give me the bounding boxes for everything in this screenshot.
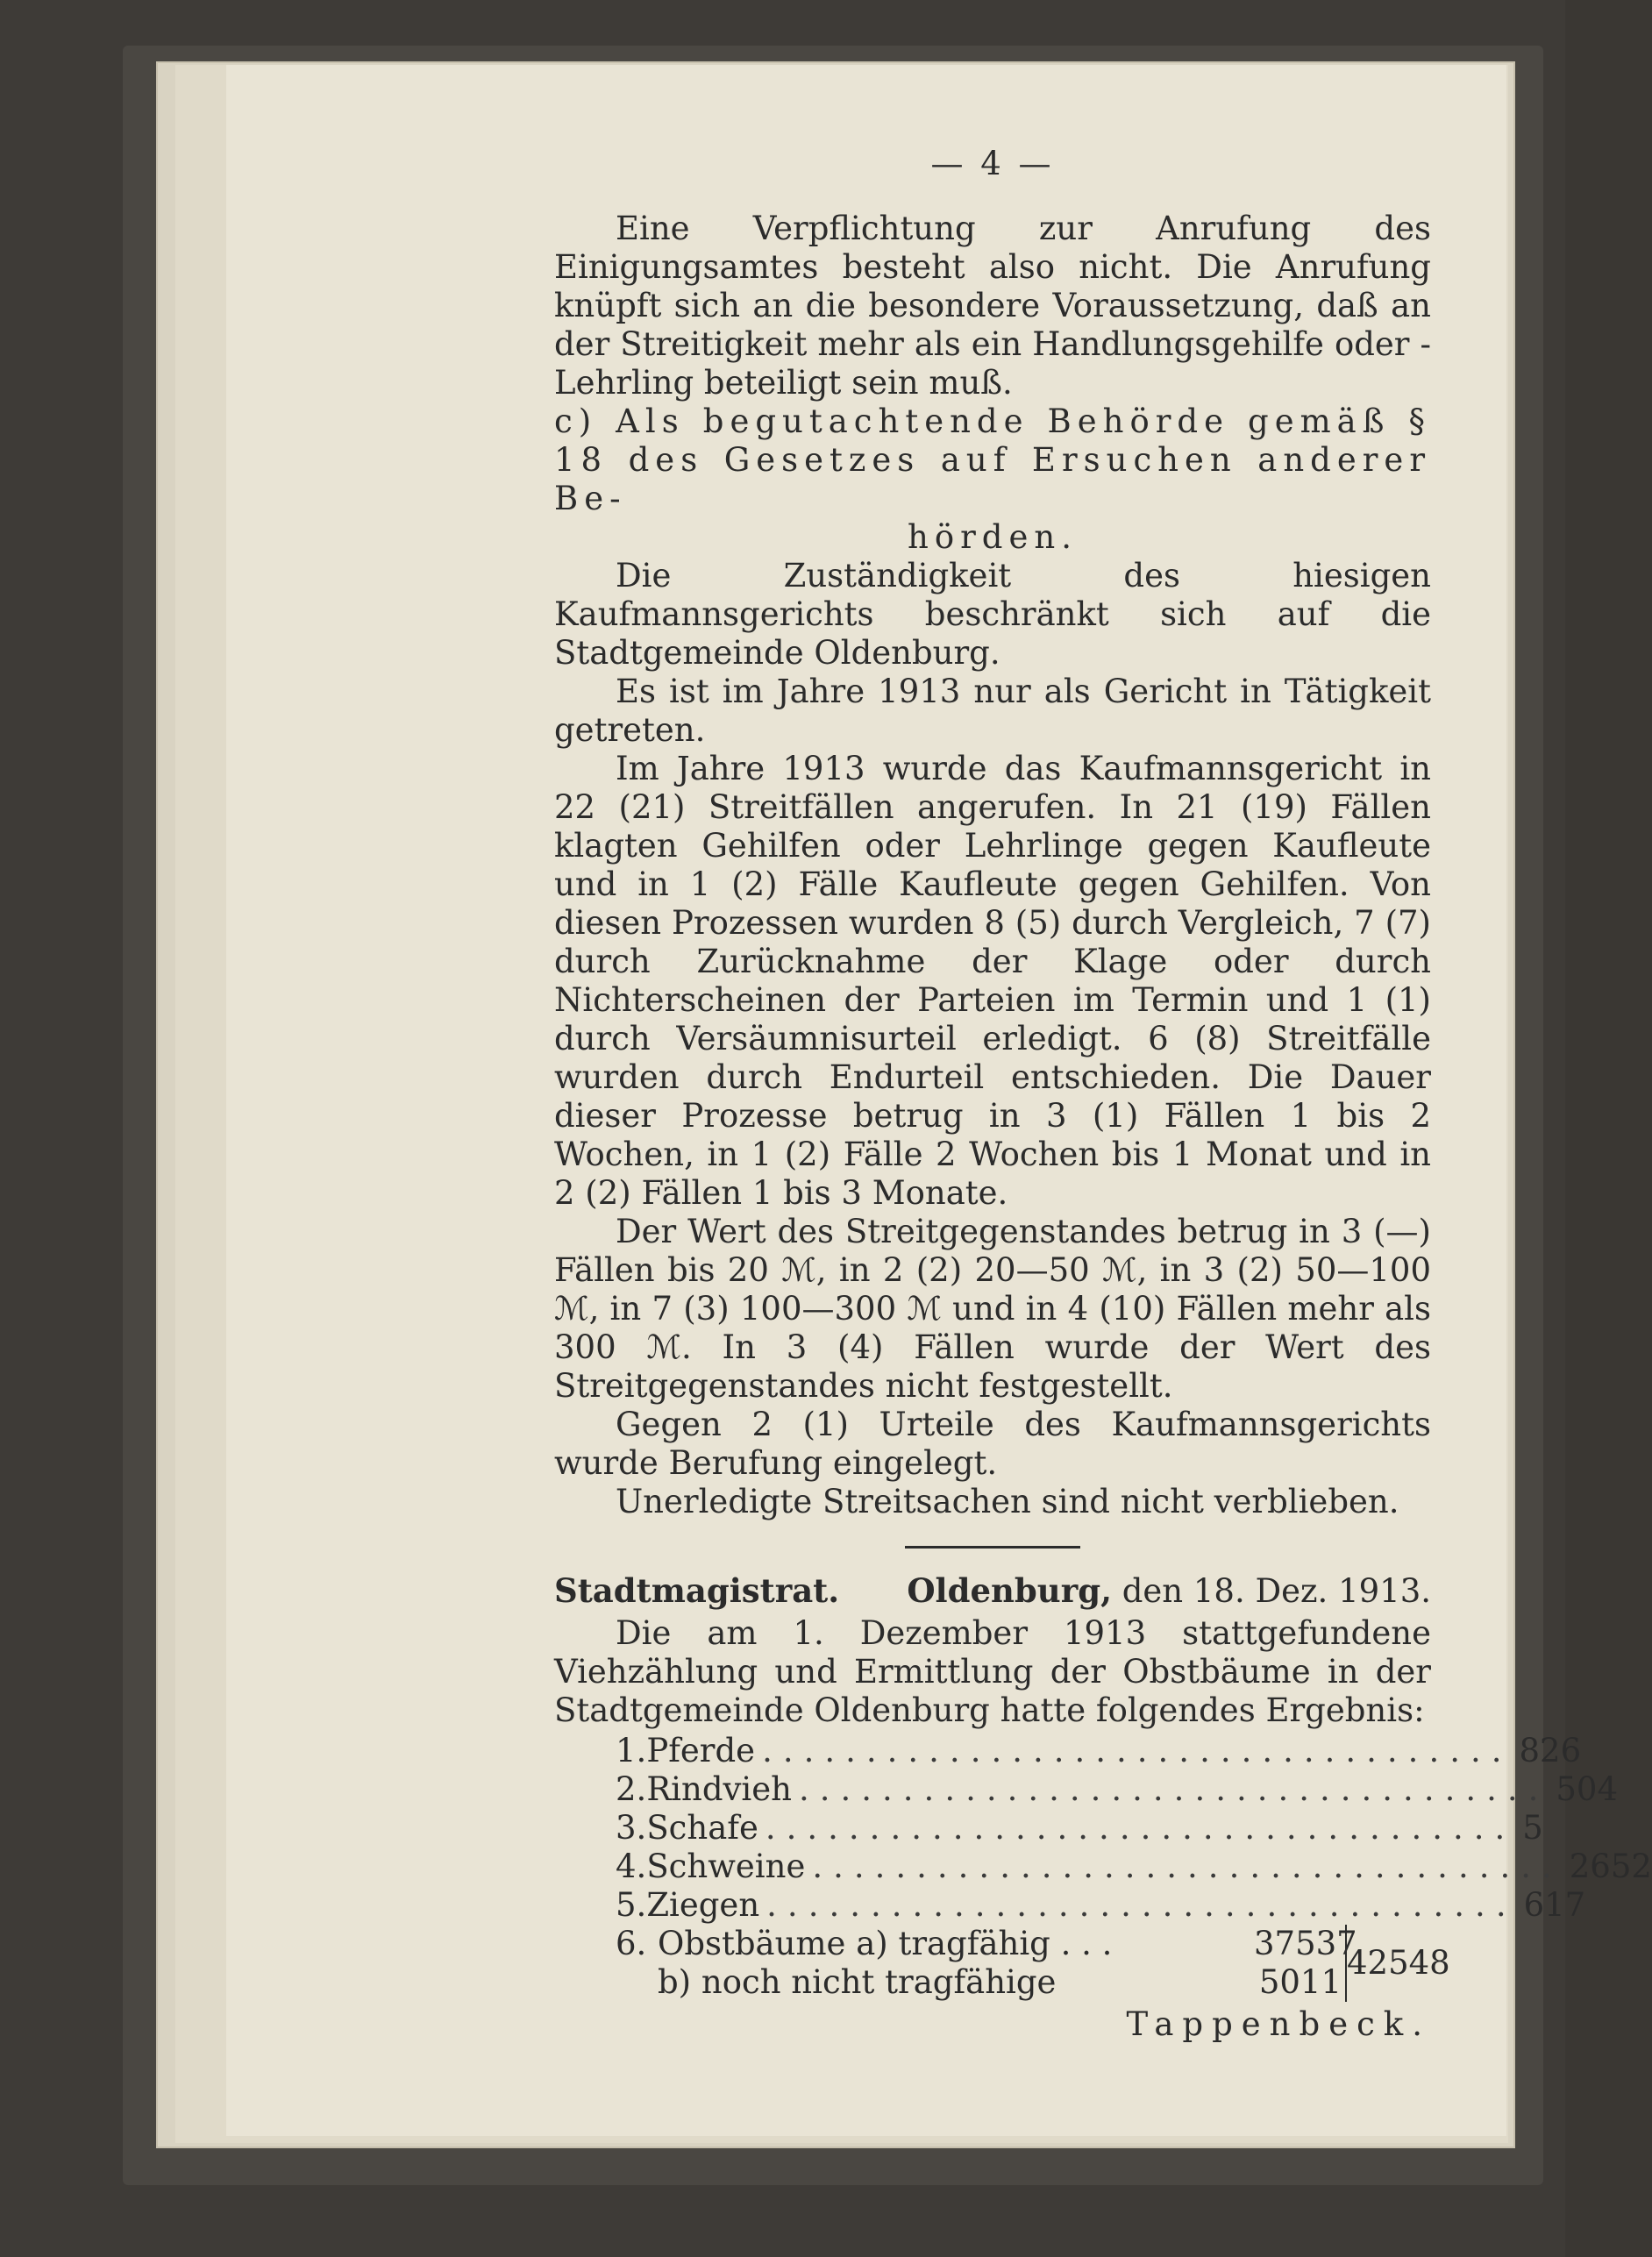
paragraph-3: Es ist im Jahre 1913 nur als Gericht in Tätigkeit getreten. <box>554 673 1431 749</box>
item-label: Pferde <box>646 1732 756 1769</box>
fruit-tree-lines <box>616 1925 1357 2002</box>
paragraph-5: Der Wert des Streitgegenstandes betrug in 3 (—) Fällen bis 20 ℳ, in 2 (2) 20—50 ℳ, in 3 (2) 50—100 ℳ, in 7 (3) 100—300 ℳ und in 4 (10) Fällen mehr als 300 ℳ. In 3 (4) Fällen wurde der Wert des Streitgegenstandes nicht festgestellt. <box>554 1213 1431 1405</box>
item-number: 4. <box>616 1848 647 1885</box>
item-value: 5 <box>1522 1809 1543 1847</box>
paragraph-7: Unerledigte Streitsachen sind nicht verblieben. <box>616 1483 1399 1520</box>
fruit-total: 42548 <box>1347 1944 1450 1982</box>
section-divider <box>905 1546 1080 1549</box>
leader-dots: .................................... <box>798 1770 1549 1808</box>
item-label: Rindvieh <box>646 1770 792 1808</box>
list-item <box>616 1886 1586 1925</box>
notice-agency: Stadtmagistrat. <box>554 1571 840 1610</box>
item-value: 2652 <box>1569 1848 1652 1885</box>
section-heading-c-cont: hörden. <box>908 518 1078 556</box>
page-number: — 4 — <box>930 145 1055 182</box>
item-number: 6. <box>616 1925 647 1962</box>
notice-place-date <box>907 1571 1431 1611</box>
list-item <box>616 1809 1543 1848</box>
fruit-tree-line-b <box>616 1963 1347 2002</box>
paragraph-4: Im Jahre 1913 wurde das Kaufmannsgericht in 22 (21) Streitfällen angerufen. In 21 (19) Fällen klagten Gehilfen oder Lehrlinge gegen Kaufleute und in 1 (2) Fälle Kaufleute gegen Gehilfen. Von diesen Prozessen wurden 8 (5) durch Vergleich, 7 (7) durch Zurücknahme der Klage oder durch Nichterscheinen der Parteien im Termin und 1 (1) durch Versäumnisurteil erledigt. 6 (8) Streitfälle wurden durch Endurteil entschieden. Die Dauer dieser Prozesse betrug in 3 (1) Fällen 1 bis 2 Wochen, in 1 (2) Fälle 2 Wochen bis 1 Monat und in 2 (2) Fällen 1 bis 3 Monate. <box>554 750 1431 1212</box>
item-number: 3. <box>616 1809 647 1847</box>
leader-dots: .................................... <box>765 1809 1516 1847</box>
fruit-label-b: b) noch nicht tragfähige <box>658 1963 1057 2001</box>
list-item <box>616 1770 1619 1809</box>
item-number: 2. <box>616 1770 647 1808</box>
item-value: 617 <box>1523 1886 1586 1924</box>
item-label: Ziegen <box>646 1886 760 1924</box>
item-label: Schweine <box>646 1848 806 1885</box>
paragraph-6: Gegen 2 (1) Urteile des Kaufmannsgerichts wurde Berufung eingelegt. <box>554 1406 1431 1482</box>
notice-place: Oldenburg, <box>907 1571 1112 1610</box>
list-item <box>616 1732 1582 1770</box>
fruit-label-a: Obstbäume a) tragfähig . . . <box>658 1925 1113 1962</box>
census-list <box>616 1732 1652 1925</box>
leader-dots: .................................... <box>766 1886 1517 1924</box>
leader-dots: .................................... <box>762 1732 1513 1769</box>
paragraph-2: Die Zuständigkeit des hiesigen Kaufmannsgerichts beschränkt sich auf die Stadtgemeinde Oldenburg. <box>554 557 1431 672</box>
notice-intro: Die am 1. Dezember 1913 stattgefundene Viehzählung und Ermittlung der Obstbäume in der Stadtgemeinde Oldenburg hatte folgendes Ergebnis: <box>554 1614 1431 1729</box>
notice-dateline <box>554 1571 1431 1611</box>
section-heading-c: c) Als begutachtende Behörde gemäß § 18 des Gesetzes auf Ersuchen anderer Be- <box>554 402 1431 517</box>
item-value: 826 <box>1519 1732 1582 1769</box>
fruit-tree-line-a <box>616 1925 1357 1963</box>
paragraph-1: Eine Verpflichtung zur Anrufung des Einigungsamtes besteht also nicht. Die Anrufung knüpft sich an die besondere Voraussetzung, daß an der Streitigkeit mehr als ein Handlungsgehilfe oder -Lehrling beteiligt sein muß. <box>554 210 1431 402</box>
leader-dots: .................................... <box>812 1848 1563 1885</box>
item-label: Schafe <box>646 1809 758 1847</box>
item-number: 5. <box>616 1886 647 1924</box>
notice-date: den 18. Dez. 1913. <box>1122 1572 1431 1610</box>
page-content <box>554 145 1652 2044</box>
fruit-tree-entry <box>616 1925 1450 2002</box>
item-value: 504 <box>1556 1770 1619 1808</box>
item-number: 1. <box>616 1732 647 1769</box>
fruit-value-b: 5011 <box>1254 1963 1347 2002</box>
signature: Tappenbeck. <box>1126 2005 1431 2043</box>
list-item <box>616 1848 1652 1886</box>
fruit-value-a: 37537 <box>1254 1925 1357 1962</box>
